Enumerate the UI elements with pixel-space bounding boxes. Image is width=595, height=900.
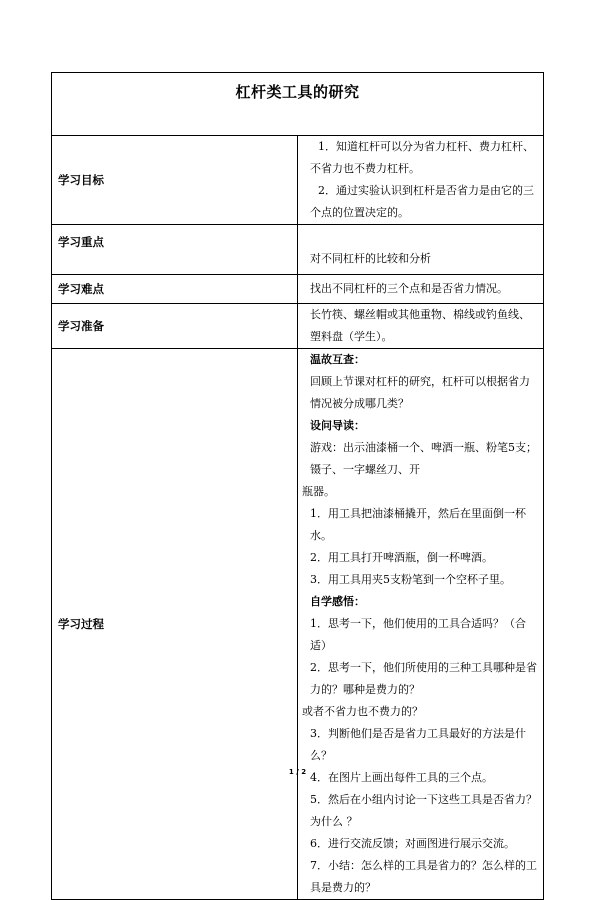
self-study-heading: 自学感悟： <box>310 595 365 608</box>
guide-item: 1．用工具把油漆桶撬开，然后在里面倒一杯水。 <box>310 507 526 542</box>
self-item: 2．思考一下，他们所使用的三种工具哪种是省力的？哪种是费力的？ <box>310 661 537 696</box>
self-item: 6．进行交流反馈；对画图进行展示交流。 <box>310 837 515 850</box>
self-item: 5．然后在小组内讨论一下这些工具是否省力？为什么 ？ <box>310 793 537 828</box>
key-label: 学习重点 <box>58 235 104 249</box>
process-row <box>52 349 544 900</box>
goal-content <box>298 136 544 225</box>
key-content <box>298 225 544 275</box>
title-cell <box>52 73 544 136</box>
prep-content <box>298 304 544 349</box>
goal-item: 2．通过实验认识到杠杆是否省力是由它的三个点的位置决定的。 <box>310 184 534 219</box>
self-item: 1．思考一下，他们使用的工具合适吗？（合适） <box>310 617 526 652</box>
guide-item: 3．用工具用夹5支粉笔到一个空杯子里。 <box>310 573 511 586</box>
self-item: 7．小结：怎么样的工具是省力的？怎么样的工具是费力的？ <box>310 859 537 894</box>
self-item: 4．在图片上画出每件工具的三个点。 <box>310 771 493 784</box>
difficulty-content <box>298 275 544 304</box>
review-heading: 温故互查： <box>310 353 365 366</box>
prep-text: 长竹筷、螺丝帽或其他重物、棉线或钓鱼线、塑料盘（学生）。 <box>310 308 530 343</box>
goal-label: 学习目标 <box>52 136 298 225</box>
difficulty-label: 学习难点 <box>52 275 298 304</box>
self-item: 3．判断他们是否是省力工具最好的方法是什么？ <box>310 727 526 762</box>
key-label-cell <box>52 225 298 275</box>
key-row <box>52 225 544 275</box>
guide-intro: 游戏：出示油漆桶一个、啤酒一瓶、粉笔5支；镊子、一字螺丝刀、开 <box>310 441 537 476</box>
difficulty-text: 找出不同杠杆的三个点和是否省力情况。 <box>310 282 508 295</box>
prep-label: 学习准备 <box>52 304 298 349</box>
process-content <box>298 349 544 900</box>
prep-row <box>52 304 544 349</box>
page-number: 1 / 2 <box>288 768 307 776</box>
guide-intro-cont: 瓶器。 <box>302 485 335 498</box>
review-text: 回顾上节课对杠杆的研究，杠杆可以根据省力情况被分成哪几类？ <box>310 375 530 410</box>
page-title: 杠杆类工具的研究 <box>235 83 360 101</box>
goal-item: 1．知道杠杆可以分为省力杠杆、费力杠杆、不省力也不费力杠杆。 <box>310 140 534 175</box>
goal-row <box>52 136 544 225</box>
key-text: 对不同杠杆的比较和分析 <box>310 252 431 265</box>
difficulty-row <box>52 275 544 304</box>
guide-item: 2．用工具打开啤酒瓶，倒一杯啤酒。 <box>310 551 493 564</box>
self-item-cont: 或者不省力也不费力的？ <box>302 705 423 718</box>
guide-heading: 设问导读： <box>310 419 365 432</box>
process-label: 学习过程 <box>52 349 298 900</box>
